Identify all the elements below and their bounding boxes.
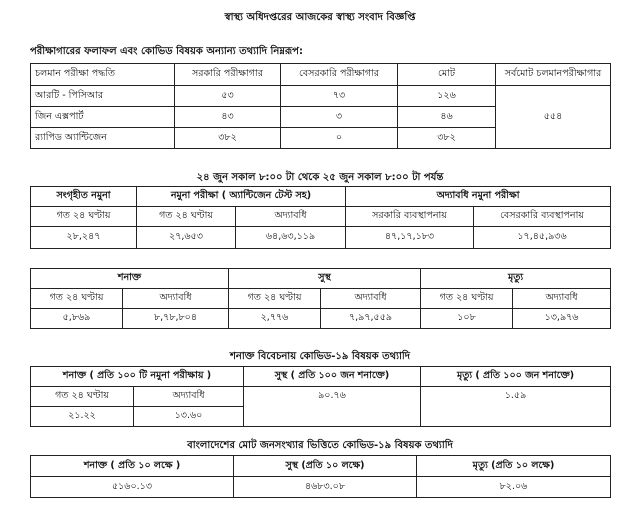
- cases-subheader-row: [31, 289, 611, 309]
- rate-table: [30, 366, 611, 427]
- recovered-to-date-value: ৭,৯৭,৫৫৯: [321, 309, 421, 329]
- samples-value-row: [31, 227, 611, 249]
- method-name: র‍্যাপিড অ্যান্টিজেন: [31, 128, 175, 149]
- method-name: আরটি - পিসিআর: [31, 86, 175, 107]
- total-count: ১২৬: [398, 86, 496, 107]
- subheader-positivity-24h: গত ২৪ ঘণ্টায়: [31, 387, 134, 407]
- rate-subheader-row: [31, 387, 611, 407]
- govt-count: ৩৮২: [175, 128, 281, 149]
- header-grand-total-labs: সর্বমোট চলমানপরীক্ষাগার: [496, 64, 611, 86]
- samples-subheader-row: [31, 207, 611, 227]
- collected-24h-value: ২৮,২৪৭: [31, 227, 137, 249]
- header-test-method: চলমান পরীক্ষা পদ্ধতি: [31, 64, 175, 86]
- govt-count: ৪৩: [175, 107, 281, 128]
- recovered-24h-value: ২,৭৭৬: [229, 309, 321, 329]
- subheader-tested-to-date: অদ্যাবধি: [236, 207, 346, 227]
- subheader-deaths-24h: গত ২৪ ঘণ্টায়: [421, 289, 513, 309]
- header-recovered: সুস্থ: [229, 269, 421, 289]
- cases-header-row: [31, 269, 611, 289]
- header-total: মোট: [398, 64, 496, 86]
- private-count: ৩: [281, 107, 398, 128]
- subheader-recovered-24h: গত ২৪ ঘণ্টায়: [229, 289, 321, 309]
- period-title: ২৪ জুন সকাল ৮:০০ টা থেকে ২৫ জুন সকাল ৮:০০ টা পর্যন্ত: [196, 172, 444, 183]
- subheader-detected-24h: গত ২৪ ঘণ্টায়: [31, 289, 123, 309]
- pop-section-heading: বাংলাদেশের মোট জনসংখ্যার ভিত্তিতে কোভিড-১৯ বিষয়ক তথ্যাদি: [187, 440, 453, 451]
- rate-section-heading: শনাক্ত বিবেচনায় কোভিড-১৯ বিষয়ক তথ্যাদি: [229, 351, 411, 362]
- positivity-to-date-value: ১৩.৬০: [134, 407, 244, 427]
- header-detected-per-million: শনাক্ত ( প্রতি ১০ লক্ষে ): [31, 456, 234, 477]
- deaths-per-million-value: ৮২.০৬: [417, 477, 611, 498]
- death-rate-value: ১.৫৯: [421, 387, 611, 427]
- subheader-deaths-to-date: অদ্যাবধি: [513, 289, 611, 309]
- lab-header-row: [31, 64, 611, 86]
- cases-value-row: [31, 309, 611, 329]
- subheader-tested-24h: গত ২৪ ঘণ্টায়: [137, 207, 236, 227]
- pop-value-row: [31, 477, 611, 498]
- private-count: ০: [281, 128, 398, 149]
- private-count: ৭৩: [281, 86, 398, 107]
- header-deaths: মৃত্যু: [421, 269, 611, 289]
- recovery-rate-value: ৯০.৭৬: [244, 387, 421, 427]
- private-managed-value: ১৭,৪৫,৯৩৬: [474, 227, 611, 249]
- population-table: [30, 455, 611, 498]
- recovered-per-million-value: ৪৬৮৩.০৮: [234, 477, 417, 498]
- header-deaths-per-million: মৃত্যু (প্রতি ১০ লক্ষে): [417, 456, 611, 477]
- header-recovery-rate: সুস্থ ( প্রতি ১০০ জন শনাক্তে): [244, 367, 421, 387]
- subheader-positivity-to-date: অদ্যাবধি: [134, 387, 244, 407]
- subheader-private-managed: বেসরকারি ব্যবস্থাপনায়: [474, 207, 611, 227]
- deaths-to-date-value: ১৩,৯৭৬: [513, 309, 611, 329]
- total-count: ৩৮২: [398, 128, 496, 149]
- subheader-govt-managed: সরকারি ব্যবস্থাপনায়: [346, 207, 474, 227]
- header-private-lab: বেসরকারি পরীক্ষাগার: [281, 64, 398, 86]
- header-death-rate: মৃত্যু ( প্রতি ১০০ জন শনাক্তে): [421, 367, 611, 387]
- govt-count: ৫৩: [175, 86, 281, 107]
- lab-section-heading: পরীক্ষাগারের ফলাফল এবং কোভিড বিষয়ক অন্যান্য তথ্যাদি নিম্নরূপ:: [30, 46, 303, 57]
- header-positivity-rate: শনাক্ত ( প্রতি ১০০ টি নমুনা পরীক্ষায় ): [31, 367, 244, 387]
- subheader-collected-24h: গত ২৪ ঘণ্টায়: [31, 207, 137, 227]
- header-recovered-per-million: সুস্থ (প্রতি ১০ লক্ষে): [234, 456, 417, 477]
- detected-24h-value: ৫,৮৬৯: [31, 309, 123, 329]
- header-collected-samples: সংগৃহীত নমুনা: [31, 187, 137, 207]
- rate-header-row: [31, 367, 611, 387]
- tested-24h-value: ২৭,৬৫৩: [137, 227, 236, 249]
- pop-header-row: [31, 456, 611, 477]
- header-samples-tested: নমুনা পরীক্ষা ( অ্যান্টিজেন টেস্ট সহ): [137, 187, 346, 207]
- header-tested-to-date: অদ্যাবধি নমুনা পরীক্ষা: [346, 187, 611, 207]
- subheader-recovered-to-date: অদ্যাবধি: [321, 289, 421, 309]
- header-detected: শনাক্ত: [31, 269, 229, 289]
- samples-header-row: [31, 187, 611, 207]
- deaths-24h-value: ১০৮: [421, 309, 513, 329]
- page-title: স্বাস্থ্য অধিদপ্তরের আজকের স্বাস্থ্য সংবাদ বিজ্ঞপ্তি: [224, 12, 416, 23]
- samples-table: [30, 186, 611, 249]
- grand-total-value: ৫৫৪: [496, 86, 611, 149]
- detected-per-million-value: ৫১৬০.১৩: [31, 477, 234, 498]
- total-count: ৪৬: [398, 107, 496, 128]
- method-name: জিন এক্সপার্ট: [31, 107, 175, 128]
- lab-row-rtpcr: [31, 86, 611, 107]
- positivity-24h-value: ২১.২২: [31, 407, 134, 427]
- govt-managed-value: ৪৭,১৭,১৮৩: [346, 227, 474, 249]
- cases-table: [30, 268, 611, 329]
- tested-to-date-value: ৬৪,৬৩,১১৯: [236, 227, 346, 249]
- subheader-detected-to-date: অদ্যাবধি: [123, 289, 229, 309]
- header-govt-lab: সরকারি পরীক্ষাগার: [175, 64, 281, 86]
- lab-table: [30, 63, 611, 149]
- detected-to-date-value: ৮,৭৮,৮০৪: [123, 309, 229, 329]
